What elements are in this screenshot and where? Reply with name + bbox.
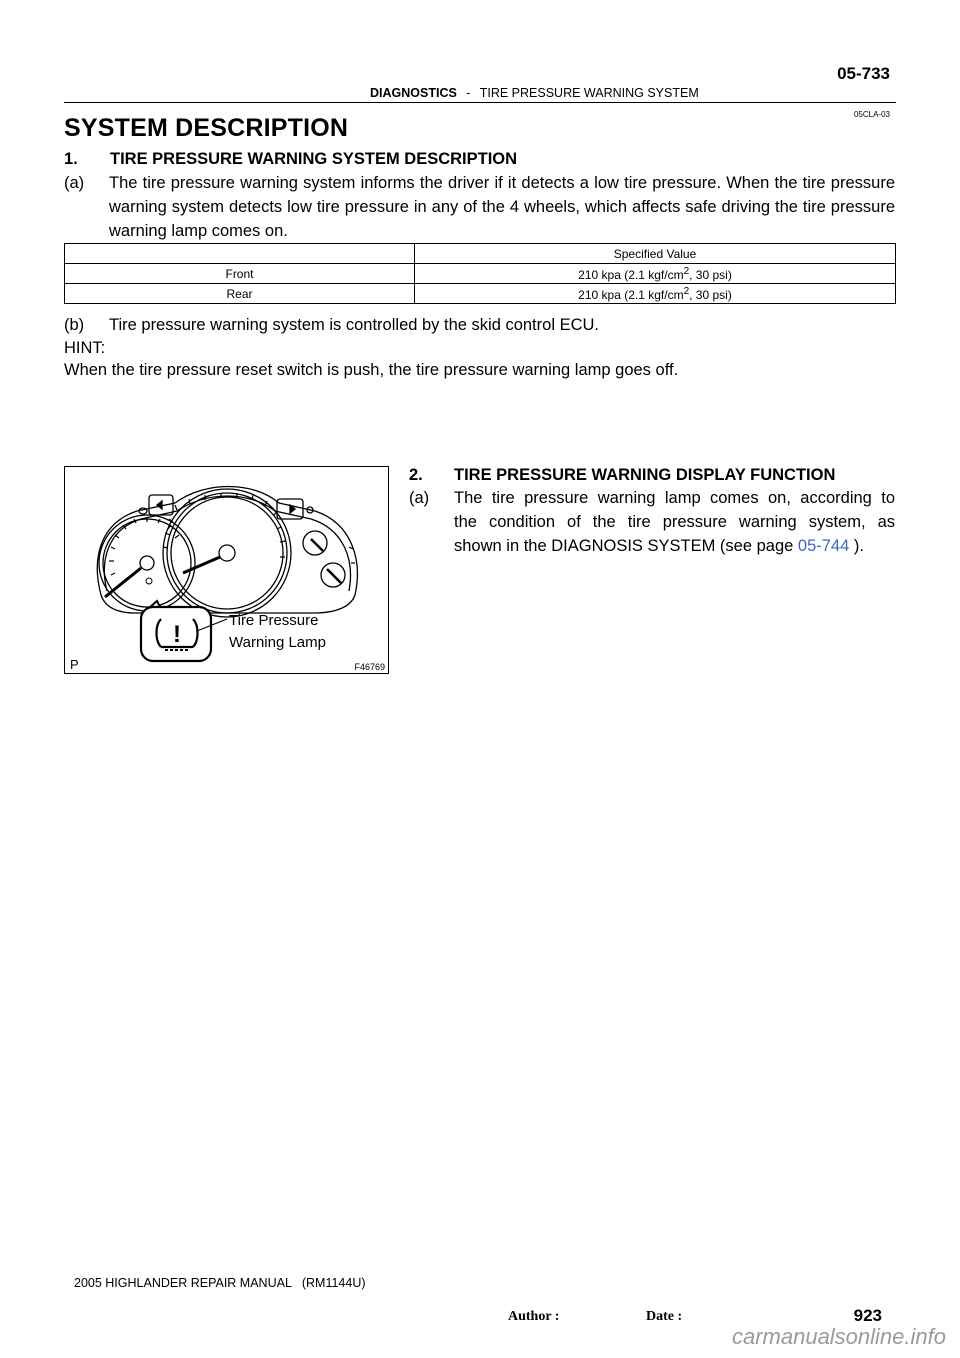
spec-row-label: Rear	[65, 284, 415, 304]
spec-value-superscript: 2	[683, 285, 690, 297]
spec-table	[64, 243, 896, 304]
callout-line2: Warning Lamp	[229, 634, 326, 651]
step2-a-line3	[454, 534, 895, 558]
step1-a-text: The tire pressure warning system informs the driver if it detects a low tire pressure. When the tire pressure warning system detects low tire pressure in any of the 4 wheels, which affects safe driving the tire pressure warning lamp comes on.	[109, 174, 895, 240]
footer-manual: 2005 HIGHLANDER REPAIR MANUAL (RM1144U)	[74, 1276, 366, 1290]
step1-b-text: Tire pressure warning system is controlled by the skid control ECU.	[109, 316, 599, 334]
page-title: SYSTEM DESCRIPTION	[64, 114, 349, 142]
date-label: Date :	[646, 1309, 683, 1324]
diagnosis-page-link[interactable]: 05-744	[797, 537, 850, 555]
table-row	[65, 284, 896, 304]
table-row	[65, 264, 896, 284]
footer-page-number: 923	[853, 1306, 882, 1325]
step1-b-label: (b)	[64, 316, 85, 334]
spec-row-value	[415, 284, 896, 304]
page-number: 05-733	[837, 64, 890, 83]
step1-a	[64, 171, 894, 243]
spec-value-prefix: 210 kpa (2.1 kgf/cm	[578, 287, 684, 302]
spec-table-header-blank	[65, 244, 415, 264]
spec-row-label: Front	[65, 264, 415, 284]
hint-text: When the tire pressure reset switch is push, the tire pressure warning lamp goes off.	[64, 361, 679, 379]
tire-pressure-warning-icon	[141, 601, 211, 661]
figure-corner-letter: P	[70, 657, 79, 672]
step2-a-line2: the condition of the tire pressure warning system, as	[454, 513, 895, 531]
lamp-exclamation: !	[173, 621, 181, 648]
step1-a-label: (a)	[64, 174, 85, 192]
figure-id: F46769	[354, 662, 385, 672]
step1-number: 1.	[64, 150, 78, 168]
header-rule	[64, 102, 896, 103]
header-section-name: DIAGNOSTICS	[370, 86, 457, 100]
spec-row-value	[415, 264, 896, 284]
step2-number: 2.	[409, 466, 423, 484]
watermark: carmanualsonline.info	[731, 1324, 946, 1349]
step2-a	[409, 486, 896, 558]
header-subsection: TIRE PRESSURE WARNING SYSTEM	[479, 86, 699, 100]
spec-value-prefix: 210 kpa (2.1 kgf/cm	[578, 267, 684, 282]
step2-heading-text: TIRE PRESSURE WARNING DISPLAY FUNCTION	[454, 466, 836, 484]
step2-a-label: (a)	[409, 489, 430, 507]
step2-a-line3-suffix: ).	[849, 537, 864, 555]
header-separator: -	[466, 86, 471, 100]
step2-a-line1: The tire pressure warning lamp comes on, according to	[454, 489, 895, 507]
hint-label: HINT:	[64, 339, 106, 357]
step1-heading-text: TIRE PRESSURE WARNING SYSTEM DESCRIPTION	[110, 150, 518, 168]
doc-code: 05CLA-03	[853, 110, 890, 119]
step2-a-line3-prefix: shown in the DIAGNOSIS SYSTEM (see page	[454, 537, 798, 555]
header-section	[370, 86, 699, 100]
spec-table-header: Specified Value	[415, 244, 896, 264]
instrument-cluster-illustration	[65, 467, 390, 675]
callout-line1: Tire Pressure	[229, 612, 319, 629]
author-label: Author :	[508, 1309, 560, 1324]
instrument-cluster-figure	[64, 466, 389, 674]
spec-table-header-row	[65, 244, 896, 264]
spec-value-suffix: , 30 psi)	[689, 287, 732, 302]
spec-value-superscript: 2	[683, 265, 690, 277]
spec-value-suffix: , 30 psi)	[689, 267, 732, 282]
